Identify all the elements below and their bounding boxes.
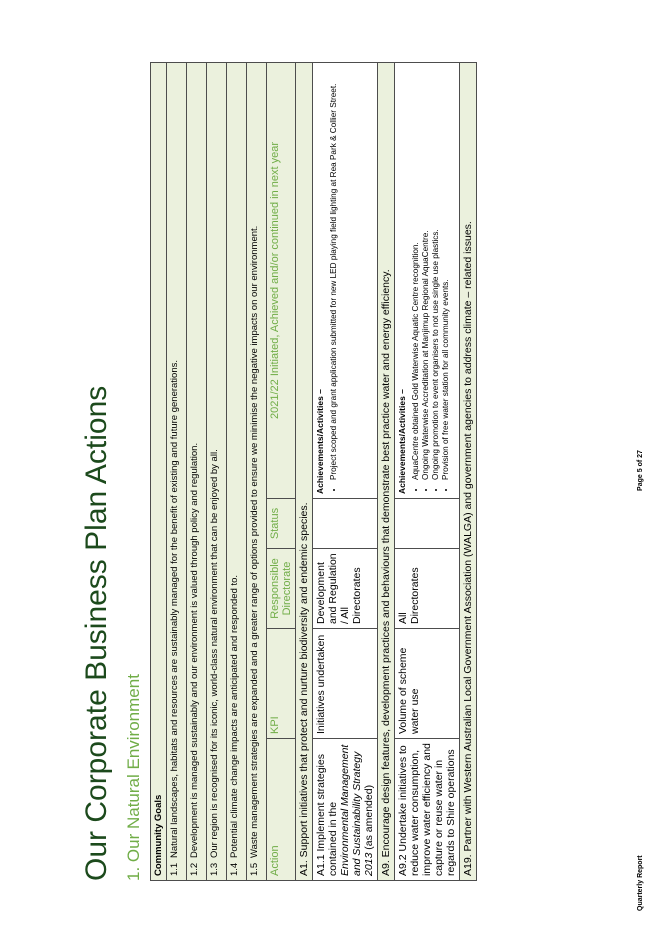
action-text-suffix: (as amended) [363, 784, 375, 853]
action-row-a9-2 [395, 62, 460, 880]
achievements-cell [395, 62, 460, 498]
col-action: Action [267, 739, 296, 881]
goal-text: Waste management strategies are expanded and a greater range of options provided to ensure we minimise the negative impacts on our environment. [249, 225, 260, 858]
kpi-cell: Volume of scheme water use [395, 629, 460, 739]
objective-row [296, 62, 313, 880]
col-kpi: KPI [267, 629, 296, 739]
action-row-a1-1 [313, 62, 378, 880]
goal-row [167, 62, 187, 880]
status-cell [395, 499, 460, 549]
goal-text: Our region is recognised for its iconic, world-class natural environment that can be enjoyed by all. [209, 449, 220, 858]
objective-row [460, 62, 477, 880]
community-goals-heading: Community Goals [151, 62, 167, 880]
strategy-document-title: Environmental Management and Sustainability Strategy 2013 [339, 744, 375, 876]
objective-a1: A1. Support initiatives that protect and nurture biodiversity and endemic species. [296, 62, 313, 880]
achievements-heading: Achievements/Activities – [397, 389, 407, 494]
goal-number: 1.5 [249, 862, 260, 876]
goal-row [227, 62, 247, 880]
footer-report-name: Quarterly Report [637, 855, 644, 911]
achievements-heading: Achievements/Activities – [315, 389, 325, 494]
community-goals-header-row [151, 62, 167, 880]
goal-number: 1.3 [209, 862, 220, 876]
page-title: Our Corporate Business Plan Actions [80, 385, 113, 881]
achievements-list [411, 67, 450, 494]
achievement-item: • AquaCentre obtained Gold Waterwise Aquatic Centre recognition. [411, 67, 420, 480]
status-cell [313, 499, 378, 549]
achievement-item: • Ongoing Waterwise Accreditation at Manjimup Regional AquaCentre. [421, 67, 430, 480]
action-text: A1.1 Implement strategies contained in the [315, 754, 339, 876]
achievements-list [329, 67, 338, 494]
section-title: 1. Our Natural Environment [124, 674, 143, 881]
achievement-item: • Provision of free water station for all community events. [441, 67, 450, 480]
goal-text: Natural landscapes, habitats and resources are sustainably managed for the benefit of existing and future generations. [169, 359, 180, 858]
col-status: Status [267, 499, 296, 549]
achievement-item: • Project scoped and grant application submitted for new LED playing field lighting at Rea Park & Collier Street. [329, 67, 338, 480]
action-cell: A9.2 Undertake initiatives to reduce water consumption, improve water efficiency and capture or reuse water in regards to Shire operations [395, 739, 460, 881]
goal-number: 1.1 [169, 862, 180, 876]
goal-number: 1.2 [189, 862, 200, 876]
goal-text: Potential climate change impacts are anticipated and responded to. [229, 574, 240, 858]
column-header-row [267, 62, 296, 880]
directorate-cell: Development and Regulation / All Directorates [313, 549, 378, 629]
kpi-cell: Initiatives undertaken [313, 629, 378, 739]
objective-row [378, 62, 395, 880]
goal-row [187, 62, 207, 880]
achievements-cell [313, 62, 378, 498]
goal-number: 1.4 [229, 862, 240, 876]
directorate-cell: All Directorates [395, 549, 460, 629]
objective-a19: A19. Partner with Western Australian Local Government Association (WALGA) and government agencies to address climate – related issues. [460, 62, 477, 880]
col-directorate: Responsible Directorate [267, 549, 296, 629]
goal-row [247, 62, 267, 880]
objective-a9: A9. Encourage design features, development practices and behaviours that demonstrate best practice water and energy efficiency. [378, 62, 395, 880]
action-cell [313, 739, 378, 881]
footer-page-number: Page 5 of 27 [637, 450, 644, 491]
achievement-item: • Ongoing promotion to event organisers to not use single use plastics. [431, 67, 440, 480]
goal-row [207, 62, 227, 880]
goal-text: Development is managed sustainably and our environment is valued through policy and regulation. [189, 442, 200, 858]
business-plan-table [150, 62, 477, 881]
col-progress: 2021/22 Initiated, Achieved and/or continued in next year [267, 62, 296, 498]
